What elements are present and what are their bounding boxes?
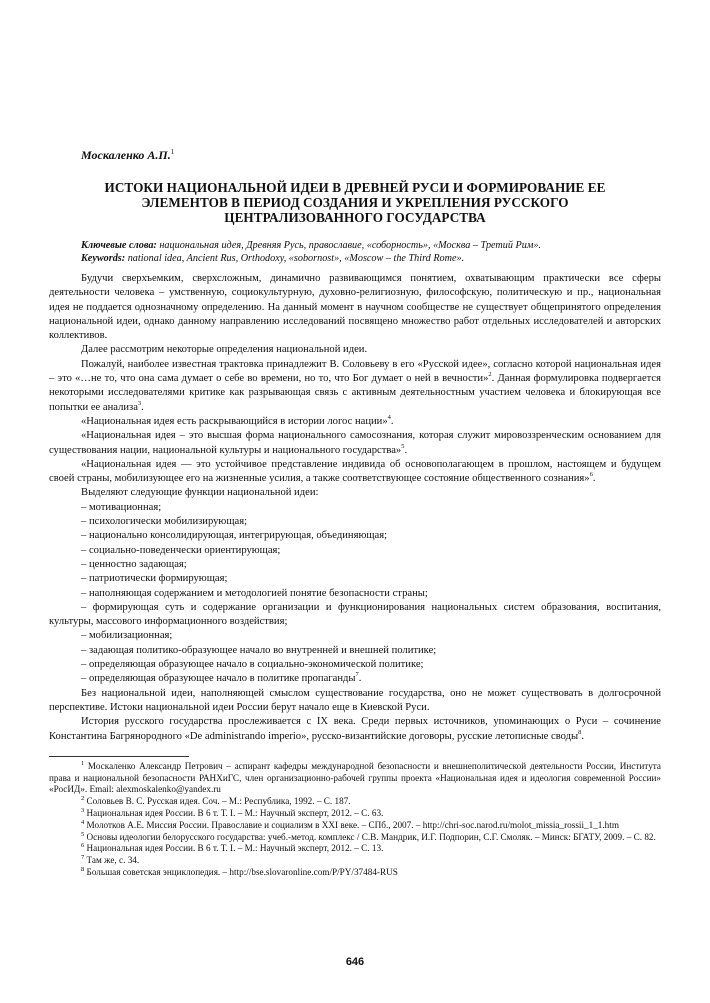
footnote-text: Соловьев В. С. Русская идея. Соч. – М.: Республика, 1992. – С. 187.	[86, 796, 351, 807]
footnote-text: Национальная идея России. В 6 т. Т. I. – М.: Научный эксперт, 2012. – С. 63.	[86, 807, 384, 818]
keywords-ru-value: национальная идея, Древняя Русь, православие, «соборность», «Москва – Третий Рим».	[159, 240, 541, 251]
footnote-text: Основы идеологии белорусского государства: учеб.-метод. комплекс / С.В. Мандрик, И.Г. Подпорин, С.Г. Смоляк. – Минск: БГАТУ, 2009. – С. 82.	[86, 831, 656, 842]
paragraph: Без национальной идеи, наполняющей смыслом существование государства, оно не может существовать в долгосрочной перспективе. Истоки национальной идеи России берут начало еще в Киевской Руси.	[49, 687, 661, 713]
footnote	[49, 855, 661, 867]
paragraph	[49, 415, 661, 429]
list-item: – психологически мобилизирующая;	[81, 516, 248, 528]
list-item: – мотивационная;	[81, 501, 162, 513]
list-item: – социально-поведенчески ориентирующая;	[81, 544, 281, 556]
footnote	[49, 832, 661, 844]
footnote	[49, 867, 661, 879]
paragraph	[49, 429, 661, 458]
footnote-ref: 3	[137, 399, 142, 407]
footnote-number: 7	[81, 854, 85, 862]
keywords-ru-label: Ключевые слова:	[81, 240, 157, 251]
footnote-ref: 7	[355, 671, 359, 679]
list-item: – мобилизационная;	[81, 630, 173, 642]
paragraph-text: «Национальная идея есть раскрывающийся в истории логос нации»	[81, 415, 388, 427]
paragraph-text: .	[404, 444, 408, 456]
paragraph: Выделяют следующие функции национальной идеи:	[81, 487, 319, 499]
keywords-en	[81, 252, 661, 265]
page-number: 646	[345, 956, 365, 968]
keywords-en-label: Keywords:	[81, 253, 126, 264]
footnote	[49, 808, 661, 820]
paragraph: Будучи сверхъемким, сверхсложным, динамично развивающимся понятием, охватывающим практически все сферы деятельности человека – умственную, социокультурную, духовно-религиозную, философскую, политическую и пр., национальная идея не поддается однозначному определению. На данный момент в научном сообществе не существует общепринятого определения национальной идеи, однако данному направлению исследований посвящено множество работ отдельных исследователей и авторских коллективов.	[49, 273, 661, 342]
author-footnote-mark: 1	[170, 148, 175, 156]
footnote-number: 6	[81, 842, 85, 850]
paragraph-text: .	[592, 473, 596, 485]
list-item: – задающая политико-образующее начало во внутренней и внешней политике;	[81, 644, 437, 656]
footnotes	[49, 761, 661, 879]
footnote-text: Национальная идея России. В 6 т. Т. I. – М.: Научный эксперт, 2012. – С. 13.	[86, 843, 384, 854]
list-item: – национально консолидирующая, интегрирующая, объединяющая;	[81, 530, 388, 542]
list-item: – патриотически формирующая;	[81, 573, 228, 585]
author-line	[81, 148, 661, 163]
footnote	[49, 796, 661, 808]
paragraph	[49, 458, 661, 487]
list-item: – ценностно задающая;	[81, 558, 187, 570]
list-item-text: .	[358, 673, 362, 685]
footnote-text: Там же, с. 34.	[86, 855, 140, 866]
paragraph	[49, 358, 661, 415]
footnote-ref: 6	[589, 471, 593, 479]
paragraph: Далее рассмотрим некоторые определения национальной идеи.	[81, 344, 368, 356]
paragraph-text: «Национальная идея — это устойчивое представление индивида об основополагающем в прошлом, настоящем и будущем своей страны, мобилизующее его на жизненные усилия, а также соответствующее состояние общественного сознания»	[49, 458, 661, 485]
footnote-number: 2	[81, 795, 85, 803]
footnote-text: Большая советская энциклопедия. – http://bse.slovaronline.com/P/PY/37484-RUS	[86, 866, 398, 877]
footnote	[49, 843, 661, 855]
footnote-number: 4	[81, 818, 85, 826]
footnote-text: Москаленко Александр Петрович – аспирант кафедры международной безопасности и внешнеполитической деятельности России, Института права и национальной безопасности РАНХиГС, член организационно-рабочей группы проекта «Национальная идея и идеология современной России» «РосИД». Email: alexmoskalenko@yandex.ru	[49, 760, 662, 795]
keywords-ru	[81, 239, 661, 252]
keywords-en-value: national idea, Ancient Rus, Orthodoxy, «sobornost», «Moscow – the Third Rome».	[127, 253, 465, 264]
list-item: – формирующая суть и содержание организации и функционирования национальных систем образования, воспитания, культуры, массового информационного воздействия;	[49, 601, 661, 628]
author-name: Москаленко А.П.	[81, 148, 171, 162]
footnote-number: 5	[81, 830, 85, 838]
footnote-ref: 4	[387, 413, 391, 421]
article-title: ИСТОКИ НАЦИОНАЛЬНОЙ ИДЕИ В ДРЕВНЕЙ РУСИ И ФОРМИРОВАНИЕ ЕЕ ЭЛЕМЕНТОВ В ПЕРИОД СОЗДАНИЯ И УКРЕПЛЕНИЯ РУССКОГО ЦЕНТРАЛИЗОВАННОГО ГОСУДАРСТВА	[104, 180, 606, 225]
footnote-number: 3	[81, 806, 85, 814]
list-item: – наполняющая содержанием и методологией понятие безопасности страны;	[81, 587, 428, 599]
footnote	[49, 761, 661, 796]
paragraph-text: «Национальная идея – это высшая форма национального самосознания, которая служит мировоззренческим основанием для существования нации, национальной культуры и национального государства»	[49, 430, 661, 456]
footnote-number: 1	[81, 759, 85, 767]
footnote-ref: 2	[488, 371, 492, 379]
article	[49, 148, 661, 879]
article-body	[49, 272, 661, 744]
paragraph-text: .	[141, 401, 144, 413]
list-item	[49, 672, 661, 686]
footnote-ref: 5	[401, 442, 405, 450]
paragraph-text: .	[390, 415, 394, 427]
footnote-divider	[49, 756, 189, 757]
footnote	[49, 820, 661, 832]
paragraph	[49, 715, 661, 744]
footnote-ref: 8	[578, 728, 582, 736]
list-item-text: – определяющая образующее начало в политике пропаганды	[81, 673, 356, 685]
paragraph-text: . Данная формулировка подвергается некоторыми исследователями критике как разрывающая связь с активным деятельностным участием человека и блокирующая все попытки ее анализа	[49, 373, 661, 413]
paragraph-text: Пожалуй, наиболее известная трактовка принадлежит В. Соловьеву в его «Русской идее», согласно которой национальная идея – это «…не то, что она сама думает о себе во времени, но то, что Бог думает о ней в вечности»	[49, 358, 661, 385]
paragraph-text: История русского государства прослеживается с IX века. Среди первых источников, упоминающих о Руси – сочинение Константина Багрянородного «De administrando imperio», русско-византийские договоры, русские летописные своды	[49, 716, 661, 742]
footnote-text: Молотков А.Е. Миссия России. Православие и социализм в XXI веке. – СПб., 2007. – http://chri-soc.narod.ru/molot_missia_rossii_1_1.htm	[86, 819, 619, 830]
footnote-number: 8	[81, 865, 85, 873]
list-item: – определяющая образующее начало в социально-экономической политике;	[81, 659, 424, 671]
paragraph-text: .	[581, 730, 585, 742]
